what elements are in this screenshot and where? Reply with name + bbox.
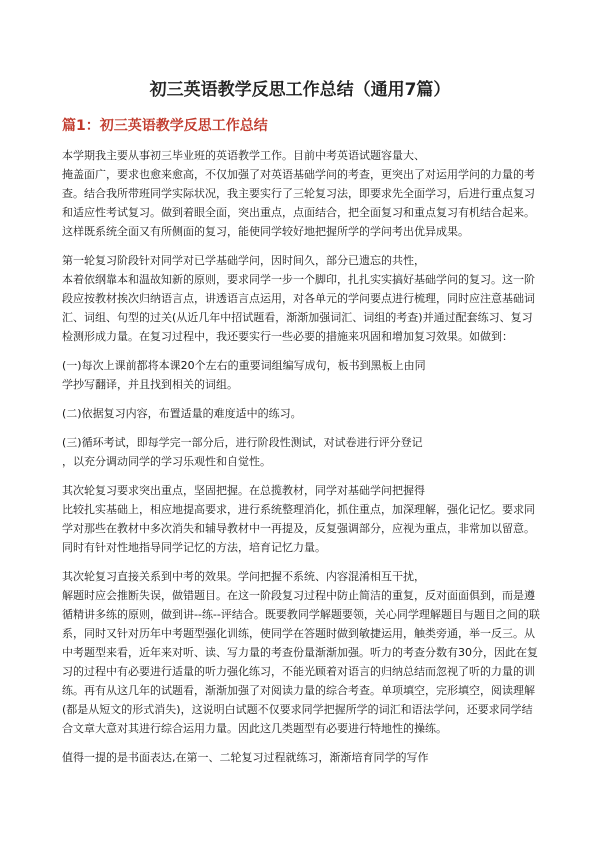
paragraph-first-round: 第一轮复习阶段针对同学对已学基础学问，因时间久，部分已遗忘的共性， 本着依纲靠本和温故知新的原则，要求同学一步一个脚印，扎扎实实搞好基础学问的复习。这一阶段应按教材挨次归纳语言点，讲透语言点运用，对各单元的学问要点进行梳理，同时应注意基础词汇、词组、句型的过关(从近几年中招试题看，渐渐加强词汇、词组的考查)并通过配套练习、复习检测形成力量。在复习过程中，我还要实行一些必要的措施来巩固和增加复习效果。如做到： — [62, 254, 535, 343]
paragraph-measure-1: (一)每次上课前都将本课20个左右的重要词组编写成句，板书到黑板上由同 学抄写翻译，并且找到相关的词组。 — [62, 359, 426, 391]
document-title: 初三英语教学反思工作总结（通用7篇） — [149, 80, 451, 100]
paragraph-second-round: 其次轮复习要求突出重点，坚固把握。在总揽教材，同学对基础学问把握得 比较扎实基础上，相应地提高要求，进行系统整理消化，抓住重点，加深理解，强化记忆。要求同学对那些在教材中多次消失和辅导教材中一再提及，反复强调部分，应视为重点，非常加以留意。同时有针对性地指导同学记忆的方法，培育记忆力量。 — [62, 484, 535, 554]
paragraph-measure-2: (二)依据复习内容，布置适量的难度适中的练习。 — [62, 407, 302, 420]
paragraph-measure-3: (三)循环考试，即每学完一部分后，进行阶段性测试，对试卷进行评分登记 ，以充分调动同学的学习乐观性和自觉性。 — [62, 436, 423, 468]
section-heading: 篇1：初三英语教学反思工作总结 — [62, 118, 268, 134]
document-body — [62, 146, 542, 777]
paragraph-third-round: 其次轮复习直接关系到中考的效果。学问把握不系统、内容混淆相互干扰， 解题时应会推断失误，做错题目。在这一阶段复习过程中防止简洁的重复，反对面面俱到，而是遵循精讲多练的原则，做到讲--练--评结合。既要教同学解题要领，关心同学理解题目与题目之间的联系，同时又针对历年中考题型强化训练，使同学在答题时做到敏捷运用，触类旁通，举一反三。从中考题型来看，近年来对听、读、写力量的考查份量渐渐加强。听力的考查分数有30分，因此在复习的过程中有必要进行适量的听力强化练习，不能光顾着对语言的归纳总结而忽视了听的力量的训练。再有从这几年的试题看，渐渐加强了对阅读力量的综合考查。单项填空，完形填空，阅读理解(都是从短文的形式消失)，这说明白试题不仅要求同学把握所学的词汇和语法学问，还要求同学结合文章大意对其进行综合运用力量。因此这几类题型有必要进行特地性的操练。 — [62, 570, 540, 735]
paragraph-writing: 值得一提的是书面表达,在第一、二轮复习过程就练习，渐渐培育同学的写作 — [62, 751, 429, 764]
paragraph-intro: 本学期我主要从事初三毕业班的英语教学工作。目前中考英语试题容量大、 掩盖面广，要求也愈来愈高，不仅加强了对英语基础学问的考查，更突出了对运用学问的力量的考查。结合我所带班同学实际状况，我主要实行了三轮复习法，即要求先全面学习，后进行重点复习和适应性考试复习。做到着眼全面，突出重点，点面结合，把全面复习和重点复习有机结合起来。这样既系统全面又有所侧面的复习，能使同学较好地把握所学的学问考出优异成果。 — [62, 149, 535, 238]
